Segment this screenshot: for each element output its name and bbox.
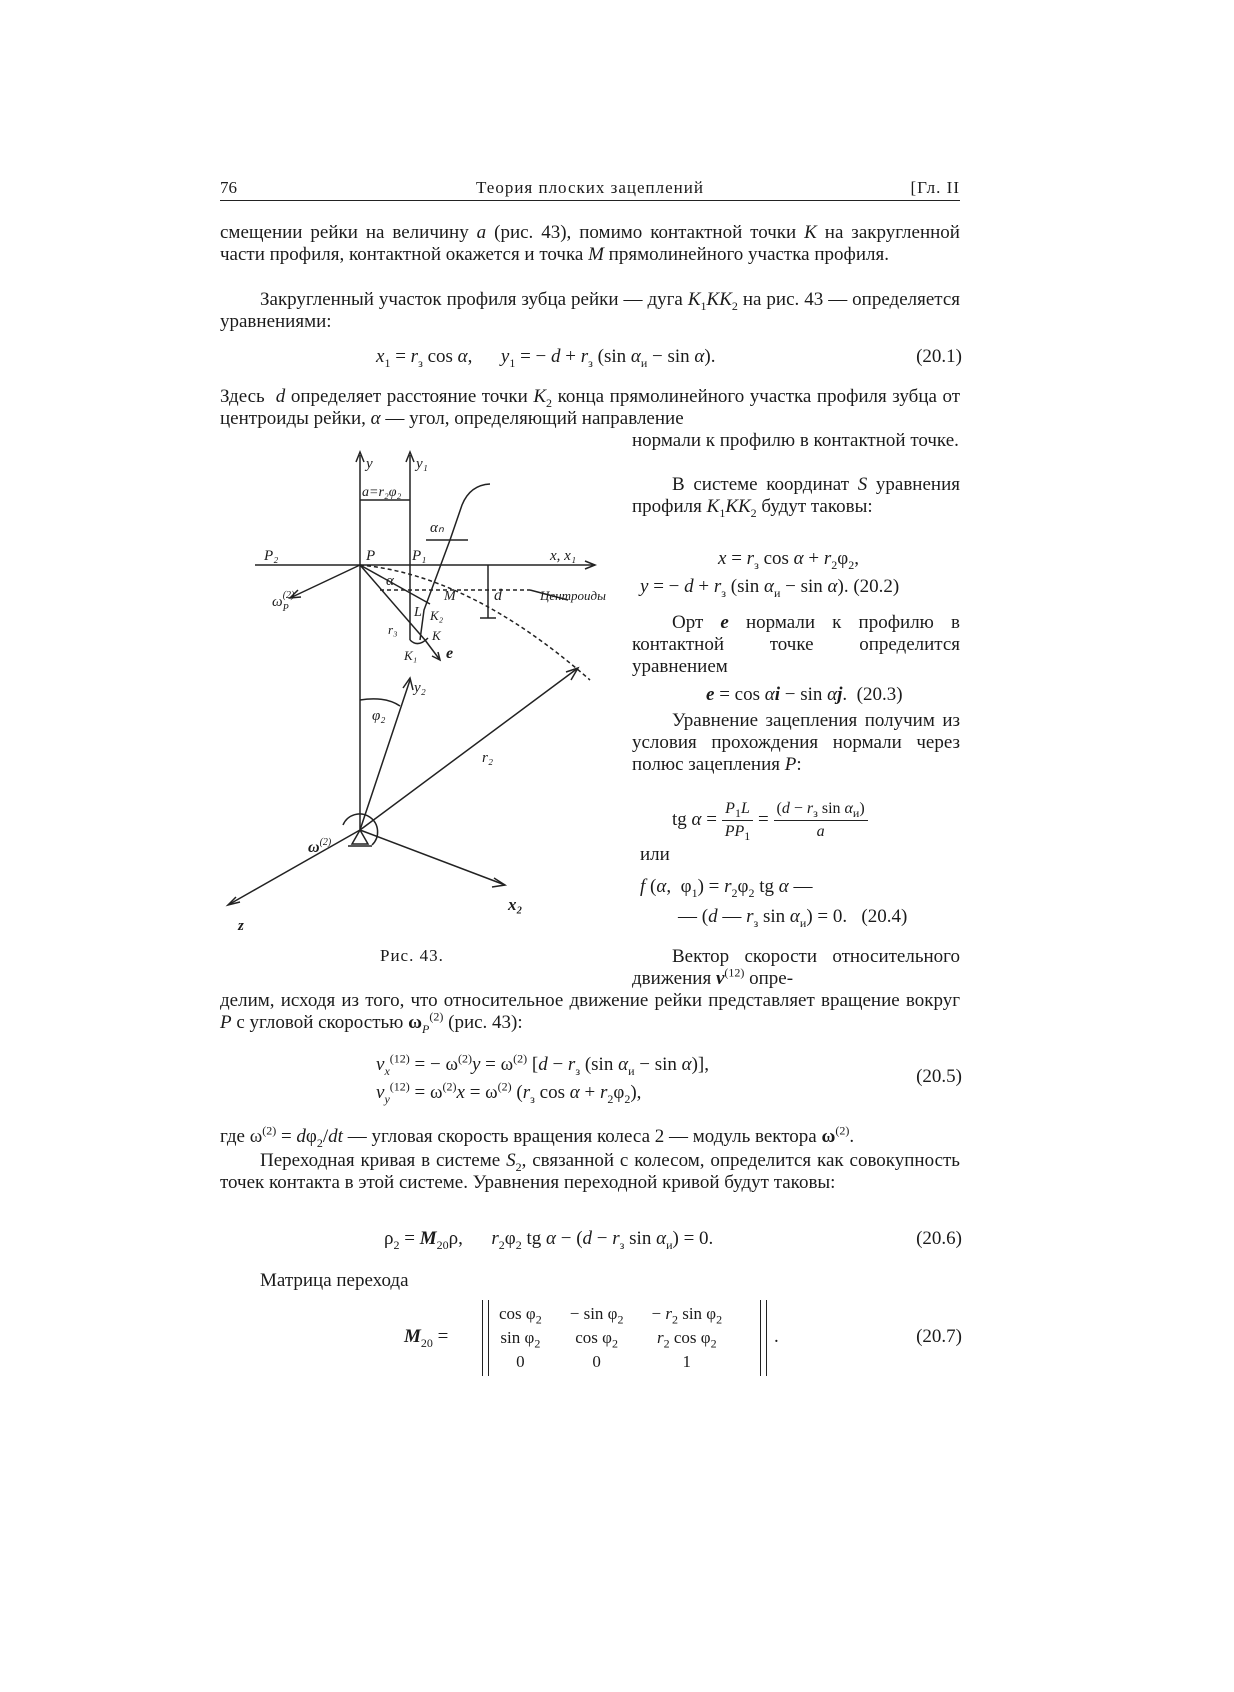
axis-x2 [360, 830, 505, 885]
chapter-label: [Гл. II [910, 178, 960, 197]
label-L: L [414, 605, 422, 620]
label-K: K [432, 628, 441, 643]
label-omega2: $\omega^{(2)}$ [308, 837, 332, 856]
angle-phi2-arc [360, 699, 400, 706]
word-ili: или [640, 844, 670, 865]
equation-20-2b: y = − $d + r_з$ (sin $\alpha_и - \sin \alpha$). (20.2) [640, 576, 900, 600]
paragraph-4: В системе координат S уравнения профиля $K_1KK_2$ будут таковы: [632, 474, 960, 520]
label-P: P [366, 548, 376, 564]
paragraph-3-cont: нормали к профилю в контактной точке. [632, 430, 959, 451]
equation-number-20-7: (20.7) [916, 1326, 962, 1347]
matrix-lhs: $M_{20}$ = [404, 1326, 449, 1350]
label-y1: y₁ [416, 456, 428, 472]
label-z: z [238, 918, 244, 934]
label-r3: r₃ [388, 622, 398, 637]
label-alpha: α [386, 573, 394, 589]
radius-r2-arrow [566, 668, 578, 680]
paragraph-1: смещении рейки на величину a (рис. 43), помимо контактной точки K на закругленной части профиля, контактной окажется и точка M прямолинейного участка профиля. [220, 222, 960, 265]
paragraph-3: Здесь d определяет расстояние точки $K_2$ конца прямолинейного участка профиля зубца от центроиды рейки, α — угол, определяющий направление [220, 386, 961, 429]
paragraph-9: Переходная кривая в системе $S_2$, связанной с колесом, определится как совокупность точек контакта в этой системе. Уравнения переходной кривой будут таковы: [220, 1150, 960, 1193]
radius-r2 [360, 668, 578, 830]
paragraph-7-cont: делим, исходя из того, что относительное движение рейки представляет вращение вокруг P с угловой скоростью $\omega_P^{(2)}$ (рис. 43): [220, 990, 960, 1036]
paragraph-2: Закругленный участок профиля зубца рейки — дуга $K_1KK_2$ на рис. 43 — определяется уравнениями: [220, 289, 960, 332]
equation-20-3: e = cos αi − sin αj. (20.3) [706, 684, 903, 705]
running-title: Теория плоских зацеплений [476, 178, 704, 197]
label-r2: r₂ [482, 750, 494, 766]
equation-number-20-1: (20.1) [916, 346, 962, 367]
label-y: y [366, 456, 373, 472]
axis-y2 [360, 680, 410, 830]
paragraph-10: Матрица перехода [260, 1270, 409, 1291]
label-x-x1: x, x₁ [550, 548, 577, 564]
equation-20-1: $x_1 = r_з$ cos α, $y_1$ = − $d + r_з$ (sin $\alpha_и - \sin \alpha$). [376, 346, 716, 370]
label-M: M [444, 589, 456, 604]
equation-20-2a: $x = r_з$ $\cos \alpha + r_2\varphi_2$, [718, 548, 859, 572]
label-alpha-n: αₙ [430, 520, 444, 536]
label-a-eq: a=r₂φ₂ [362, 485, 402, 500]
equation-tg-alpha: tg α = $\frac{P_1L}{PP_1}$ = $\frac{(d - r_з \sin \alpha_и)}{a}$ [672, 798, 868, 843]
axis-z [228, 830, 360, 905]
label-e: e [446, 645, 454, 662]
equation-20-4a: f (α, $\varphi_1) = r_2\varphi_2$ tg α — [640, 876, 813, 900]
label-P1: P₁ [412, 548, 427, 564]
equation-20-5a: $v_x^{(12)}$ = − $\omega^{(2)}y = \omega^{(2)}$ [$d - r_з$ (sin $\alpha_и - \sin \alpha$)], [376, 1051, 710, 1078]
label-P2: P₂ [264, 548, 279, 564]
label-omega-p: $\omega_P(2)$ [272, 590, 295, 614]
equation-number-20-5: (20.5) [916, 1066, 962, 1087]
figure-caption: Рис. 43. [380, 946, 444, 965]
paragraph-6: Уравнение зацепления получим из условия прохождения нормали через полюс зацепления P: [632, 710, 960, 775]
paragraph-7: Вектор скорости относительного движения $v^{(12)}$ опре- [632, 946, 960, 989]
label-centroids: Центроиды [540, 588, 606, 603]
normal-e-arrow [432, 652, 440, 660]
matrix-period: . [774, 1326, 779, 1347]
equation-20-4b: — (d — $r_з$ $\sin \alpha_и) = 0$. (20.4) [678, 906, 908, 930]
equation-20-5b: $v_y^{(12)} = \omega^{(2)}x = \omega^{(2)}$ ($r_з$ $\cos \alpha + r_2\varphi_2$), [376, 1079, 642, 1106]
page-number: 76 [220, 178, 237, 197]
label-K2: K₂ [430, 608, 444, 623]
label-phi2: φ₂ [372, 708, 386, 724]
matrix-m20: $\cos \varphi_2$ − $\sin \varphi_2$ − $r_2$ $\sin \varphi_2$ $\sin \varphi_2$ $\cos \varphi_2$ $r_2$ $\cos \varphi_2$ 0 0 1 [499, 1304, 723, 1371]
omega-p-vector [290, 565, 360, 598]
label-K1: K₁ [404, 648, 418, 663]
label-x2: x₂ [508, 895, 523, 914]
label-d: d [494, 587, 502, 604]
paragraph-8: где $\omega^{(2)} = d\varphi_2/dt$ — угловая скорость вращения колеса 2 — модуль вектора $\omega^{(2)}$. [220, 1123, 855, 1150]
equation-20-6: $\rho_2 = M_{20}\rho$, $r_2\varphi_2$ tg $\alpha - (d - r_з$ $\sin \alpha_и) = 0$. [384, 1228, 714, 1252]
paragraph-5: Орт e нормали к профилю в контактной точке определится уравнением [632, 612, 960, 677]
equation-number-20-6: (20.6) [916, 1228, 962, 1249]
label-y2: y₂ [414, 680, 426, 696]
